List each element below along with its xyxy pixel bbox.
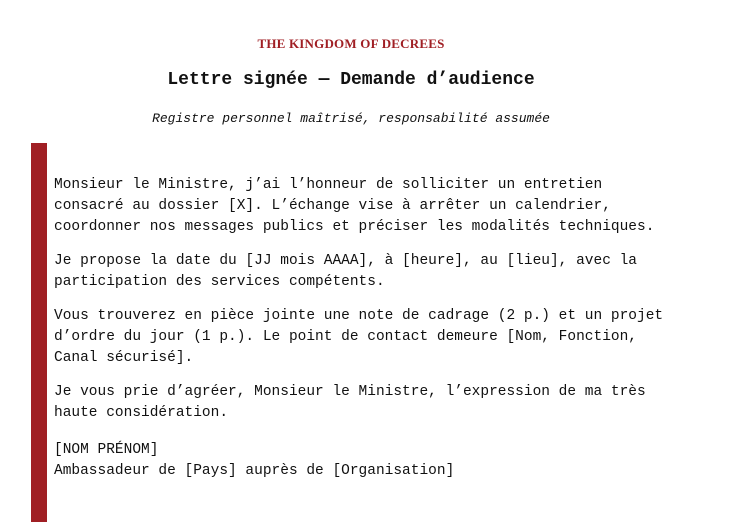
letter-paragraph-date: Je propose la date du [JJ mois AAAA], à [heure], au [lieu], avec la participation des services compétents. — [54, 253, 637, 290]
document-title: Lettre signée — Demande d’audience — [167, 70, 535, 90]
letter-paragraph-request: Monsieur le Ministre, j’ai l’honneur de solliciter un entretien consacré au dossier [X]. L’échange vise à arrêter un calendrier, coordonner nos messages publics et préciser les modalités techniques. — [54, 177, 655, 235]
document-subtitle: Registre personnel maîtrisé, responsabilité assumée — [152, 111, 550, 126]
kingdom-header: THE KINGDOM OF DECREES — [257, 36, 445, 51]
letter-paragraph-closing: Je vous prie d’agréer, Monsieur le Ministre, l’expression de ma très haute considération. — [54, 384, 646, 421]
signature-name: [NOM PRÉNOM] — [54, 442, 159, 458]
letter-block — [31, 143, 691, 522]
accent-bar — [31, 143, 47, 522]
letter-body — [54, 175, 664, 482]
signature-block — [54, 440, 664, 482]
letter-paragraph-attachments: Vous trouverez en pièce jointe une note de cadrage (2 p.) et un projet d’ordre du jour (1 p.). Le point de contact demeure [Nom, Fonction, Canal sécurisé]. — [54, 308, 664, 366]
signature-role: Ambassadeur de [Pays] auprès de [Organisation] — [54, 463, 455, 479]
